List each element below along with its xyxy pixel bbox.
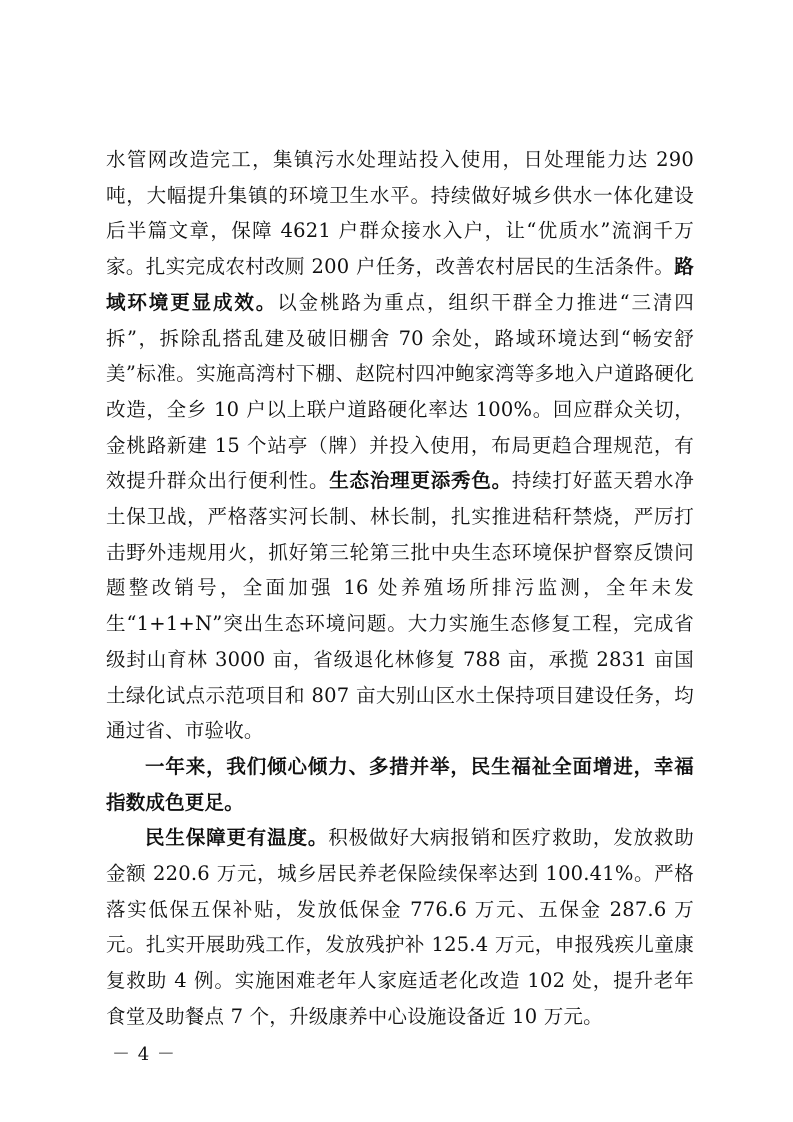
paragraph-text: 水管网改造完工，集镇污水处理站投入使用，日处理能力达 290 吨，大幅提升集镇的环境卫生水平。持续做好城乡供水一体化建设后半篇文章，保障 4621 户群众接水入户，让“优质水”流润千万家。扎实完成农村改厕 200 户任务，改善农村居民的生活条件。 <box>106 148 694 279</box>
page-number: － 4 － <box>112 1044 176 1065</box>
paragraph-livelihood <box>106 820 694 1034</box>
paragraph-summary <box>106 749 694 820</box>
body-text <box>106 142 694 1035</box>
paragraph-text: 以金桃路为重点，组织干群全力推进“三清四拆”，拆除乱搭乱建及破旧棚舍 70 余处，路域环境达到“畅安舒美”标准。实施高湾村下棚、赵院村四冲鲍家湾等多地入户道路硬化改造，全乡 10 户以上联户道路硬化率达 100%。回应群众关切，金桃路新建 15 个站亭（牌）并投入使用，布局更趋合理规范，有效提升群众出行便利性。 <box>106 290 694 493</box>
section-heading-road-environment: 路域环境更显成效。 <box>106 255 694 314</box>
section-heading-ecology: 生态治理更添秀色。 <box>329 469 512 493</box>
section-heading-livelihood: 民生保障更有温度。 <box>145 826 329 850</box>
paragraph-text: 积极做好大病报销和医疗救助，发放救助金额 220.6 万元，城乡居民养老保险续保率达到 100.41%。严格落实低保五保补贴，发放低保金 776.6 万元、五保金 287.6 万元。扎实开展助残工作，发放残护补 125.4 万元，申报残疾儿童康复救助 4 例。实施困难老年人家庭适老化改造 102 处，提升老年食堂及助餐点 7 个，升级康养中心设施设备近 10 万元。 <box>106 826 694 1028</box>
summary-heading: 一年来，我们倾心倾力、多措并举，民生福祉全面增进，幸福指数成色更足。 <box>106 754 694 814</box>
paragraph-continuation <box>106 142 694 749</box>
paragraph-text: 持续打好蓝天碧水净土保卫战，严格落实河长制、林长制，扎实推进秸秆禁烧，严厉打击野外违规用火，抓好第三轮第三批中央生态环境保护督察反馈问题整改销号，全面加强 16 处养殖场所排污监测，全年未发生“1+1+N”突出生态环境问题。大力实施生态修复工程，完成省级封山育林 3000 亩，省级退化林修复 788 亩，承揽 2831 亩国土绿化试点示范项目和 807 亩大别山区水土保持项目建设任务，均通过省、市验收。 <box>106 469 694 743</box>
